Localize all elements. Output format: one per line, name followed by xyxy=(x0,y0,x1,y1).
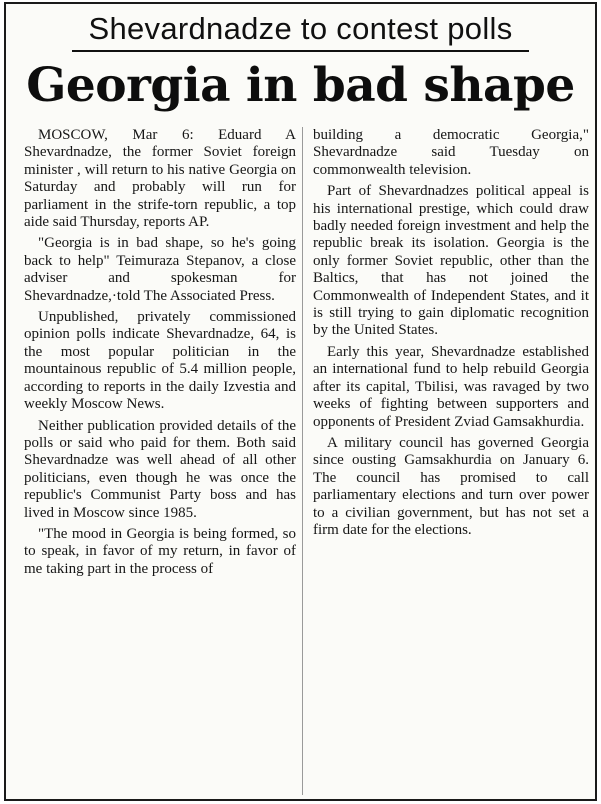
main-headline: Georgia in bad shape xyxy=(26,58,575,113)
paragraph: MOSCOW, Mar 6: Eduard A Shevardnadze, the former Soviet foreign minister , will return to his native Georgia on Saturday and probably will run for parliament in the strife-torn republic, a top aide said Thursday, reports AP. xyxy=(24,127,296,231)
kicker-headline: Shevardnadze to contest polls xyxy=(88,11,513,46)
newspaper-clipping xyxy=(4,2,597,801)
kicker-underline xyxy=(72,50,529,52)
paragraph: Part of Shevardnadzes political appeal is his international prestige, which could draw badly needed foreign investment and help the republic break its isolation. Georgia is the only former Soviet republic, other than the Baltics, that has not joined the Commonwealth of Independent States, and it is still trying to gain diplomatic recognition by the United States. xyxy=(313,183,589,339)
paragraph: "Georgia is in bad shape, so he's going back to help" Teimuraza Stepanov, a close adviser and spokesman for Shevardnadze,·told The Associated Press. xyxy=(24,235,296,304)
paragraph: A military council has governed Georgia since ousting Gamsakhurdia on January 6. The council has promised to call parliamentary elections and turn over power to a civilian government, but has not set a firm date for the elections. xyxy=(313,434,589,538)
paragraph: Unpublished, privately commissioned opinion polls indicate Shevardnadze, 64, is the most popular politician in the mountainous republic of 5.4 million people, according to reports in the daily Izvestia and weekly Moscow News. xyxy=(24,309,296,413)
paragraph: building a democratic Georgia," Shevardnadze said Tuesday on commonwealth television. xyxy=(313,127,589,178)
column-divider xyxy=(302,127,303,795)
right-column xyxy=(313,127,589,543)
paragraph: Neither publication provided details of the polls or said who paid for them. Both said Shevardnadze was well ahead of all other politicians, even though he was once the republic's Communist Party boss and has lived in Moscow since 1985. xyxy=(24,417,296,521)
paragraph: "The mood in Georgia is being formed, so to speak, in favor of my return, in favor of me taking part in the process of xyxy=(24,525,296,577)
paragraph: Early this year, Shevardnadze established an international fund to help rebuild Georgia after its capital, Tbilisi, was ravaged by two weeks of fighting between supporters and opponents of President Zviad Gamsakhurdia. xyxy=(313,343,589,430)
left-column xyxy=(24,127,296,582)
